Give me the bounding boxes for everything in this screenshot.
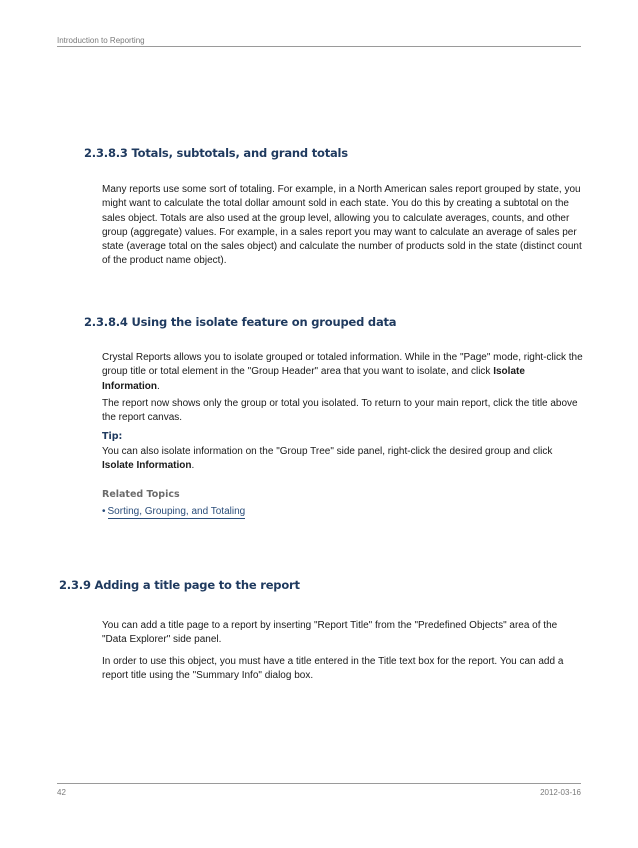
- tip-label: Tip:: [102, 431, 123, 442]
- section-heading-isolate: 2.3.8.4 Using the isolate feature on grouped data: [84, 315, 397, 329]
- related-topics-label: Related Topics: [102, 489, 180, 500]
- running-header: Introduction to Reporting: [57, 36, 145, 45]
- isolate-paragraph-2: The report now shows only the group or total you isolated. To return to your main report, click the title above the report canvas.: [102, 398, 578, 424]
- isolate-paragraph-1: Crystal Reports allows you to isolate grouped or totaled information. While in the "Page" mode, right-click the group title or total element in the "Group Header" area that you want to isolate, and click Isolate Information.: [102, 352, 583, 392]
- bullet-icon: •: [102, 506, 106, 517]
- title-page-paragraph-2: In order to use this object, you must have a title entered in the Title text box for the report. You can add a report title using the "Summary Info" dialog box.: [102, 656, 564, 682]
- totals-paragraph: Many reports use some sort of totaling. For example, in a North American sales report grouped by state, you might want to calculate the total dollar amount sold in each state. You do this by creating a subtotal on the sales object. Totals are also used at the group level, allowing you to calculate averages, counts, and other group (aggregate) values. For example, in a sales report you may want to calculate an average of sales per state (average total on the sales object) and calculate the number of products sold in the state (distinct count of the product name object).: [102, 184, 582, 267]
- tip-isolate-information-term: Isolate Information: [102, 460, 192, 472]
- related-link-sorting-grouping-totaling[interactable]: Sorting, Grouping, and Totaling: [107, 506, 246, 517]
- footer-date: 2012-03-16: [540, 788, 581, 797]
- related-topic-item: [102, 506, 245, 517]
- page-number: 42: [57, 788, 66, 797]
- title-page-paragraph-1: You can add a title page to a report by inserting "Report Title" from the "Predefined Objects" area of the "Data Explorer" side panel.: [102, 620, 558, 646]
- footer-divider: [57, 783, 581, 784]
- header-divider: [57, 46, 581, 47]
- isolate-information-term: Isolate Information: [102, 366, 525, 392]
- section-heading-title-page: 2.3.9 Adding a title page to the report: [59, 578, 300, 592]
- section-heading-totals: 2.3.8.3 Totals, subtotals, and grand totals: [84, 146, 348, 160]
- tip-paragraph: You can also isolate information on the "Group Tree" side panel, right-click the desired group and click Isolate Information.: [102, 446, 553, 472]
